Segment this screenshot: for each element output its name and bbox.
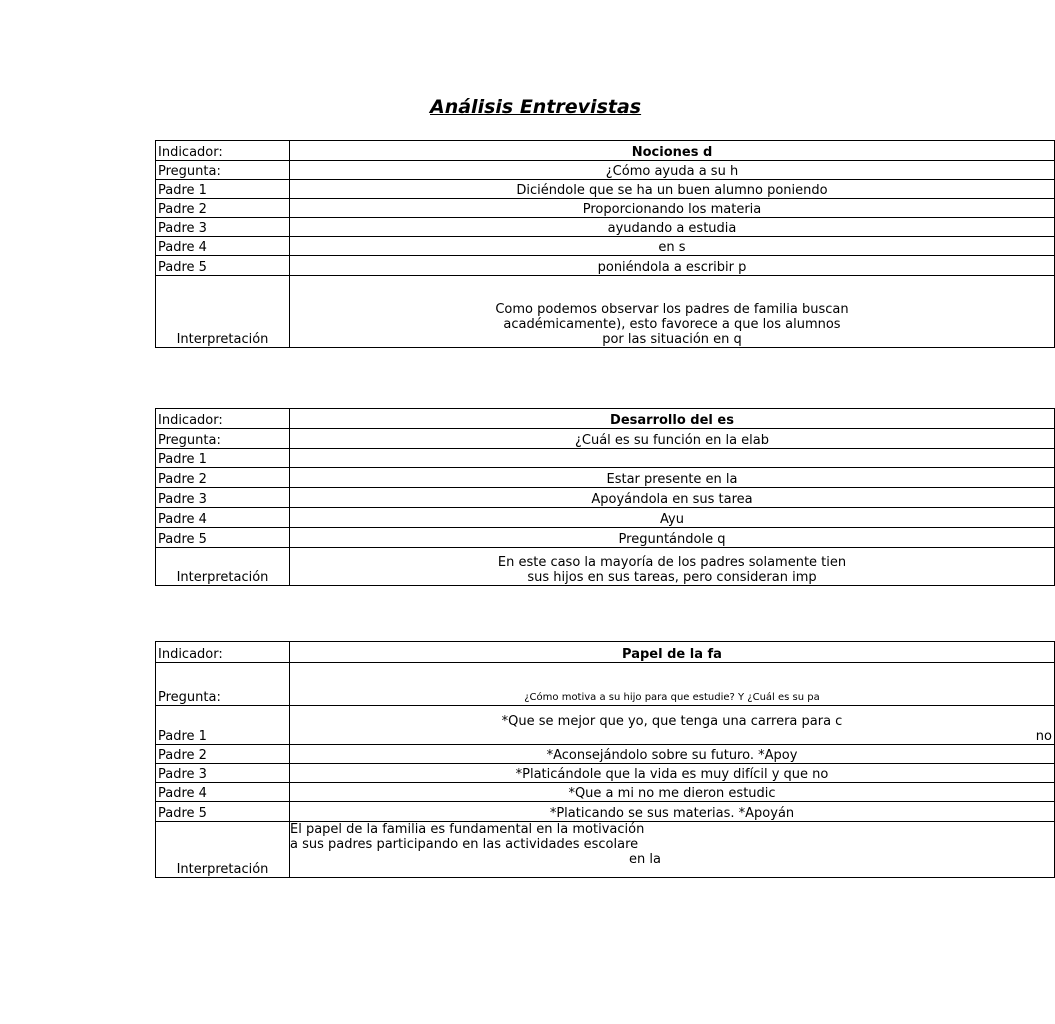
- pregunta-value: ¿Cómo ayuda a su h: [290, 161, 1055, 180]
- row-padre-5: [156, 528, 1055, 548]
- row-padre-1: [156, 449, 1055, 468]
- row-padre-4: [156, 508, 1055, 528]
- row-padre-4: [156, 783, 1055, 802]
- row-pregunta: [156, 663, 1055, 706]
- interpretacion-label: Interpretación: [156, 822, 290, 878]
- row-interpretacion: [156, 276, 1055, 348]
- padre-2-value: Proporcionando los materia: [290, 199, 1055, 218]
- table-papel-familia: [155, 641, 1052, 878]
- padre-3-label: Padre 3: [156, 218, 290, 237]
- indicador-value: Desarrollo del es: [290, 409, 1055, 429]
- row-interpretacion: [156, 548, 1055, 586]
- padre-4-label: Padre 4: [156, 508, 290, 528]
- interpretacion-value: [290, 548, 1055, 586]
- indicador-value: Papel de la fa: [290, 642, 1055, 663]
- interpretacion-line: a sus padres participando en las actividades escolare: [290, 837, 639, 852]
- padre-3-value: ayudando a estudia: [290, 218, 1055, 237]
- padre-1-value: Diciéndole que se ha un buen alumno poniendo: [290, 180, 1055, 199]
- padre-1-label: Padre 1: [156, 180, 290, 199]
- row-padre-2: [156, 199, 1055, 218]
- padre-1-line: no: [1035, 729, 1052, 744]
- row-indicador: [156, 409, 1055, 429]
- row-padre-3: [156, 764, 1055, 783]
- row-padre-3: [156, 218, 1055, 237]
- padre-5-value: Preguntándole q: [290, 528, 1055, 548]
- pregunta-label: Pregunta:: [156, 429, 290, 449]
- padre-1-label: Padre 1: [156, 449, 290, 468]
- padre-4-value: en s: [290, 237, 1055, 256]
- padre-5-label: Padre 5: [156, 256, 290, 276]
- row-padre-1: [156, 180, 1055, 199]
- padre-1-value: [290, 706, 1055, 745]
- padre-3-value: Apoyándola en sus tarea: [290, 488, 1055, 508]
- padre-4-value: Ayu: [290, 508, 1055, 528]
- pregunta-value: ¿Cuál es su función en la elab: [290, 429, 1055, 449]
- padre-3-label: Padre 3: [156, 488, 290, 508]
- interpretacion-label: Interpretación: [156, 276, 290, 348]
- table-nociones: [155, 140, 849, 348]
- padre-4-label: Padre 4: [156, 237, 290, 256]
- padre-2-value: *Aconsejándolo sobre su futuro. *Apoy: [290, 745, 1055, 764]
- padre-1-label: Padre 1: [156, 706, 290, 745]
- padre-3-value: *Platicándole que la vida es muy difícil y que no: [290, 764, 1055, 783]
- interpretacion-line: por las situación en q: [602, 332, 742, 347]
- row-indicador: [156, 141, 1055, 161]
- indicador-value: Nociones d: [290, 141, 1055, 161]
- row-padre-5: [156, 802, 1055, 822]
- pregunta-label: Pregunta:: [156, 663, 290, 706]
- padre-4-label: Padre 4: [156, 783, 290, 802]
- pregunta-label: Pregunta:: [156, 161, 290, 180]
- row-padre-2: [156, 468, 1055, 488]
- row-padre-5: [156, 256, 1055, 276]
- interpretacion-line: en la: [629, 852, 661, 867]
- row-padre-1: [156, 706, 1055, 745]
- row-padre-3: [156, 488, 1055, 508]
- pregunta-value: ¿Cómo motiva a su hijo para que estudie? Y ¿Cuál es su pa: [290, 663, 1055, 706]
- table-desarrollo: [155, 408, 847, 586]
- interpretacion-label: Interpretación: [156, 548, 290, 586]
- padre-4-value: *Que a mi no me dieron estudic: [290, 783, 1055, 802]
- interpretacion-value: [290, 276, 1055, 348]
- row-interpretacion: [156, 822, 1055, 878]
- row-pregunta: [156, 161, 1055, 180]
- indicador-label: Indicador:: [156, 409, 290, 429]
- interpretacion-value: [290, 822, 1055, 878]
- interpretacion-line: En este caso la mayoría de los padres solamente tien: [497, 555, 847, 570]
- indicador-label: Indicador:: [156, 642, 290, 663]
- padre-2-label: Padre 2: [156, 745, 290, 764]
- interpretacion-line: académicamente), esto favorece a que los alumnos: [503, 317, 841, 332]
- interpretacion-line: Como podemos observar los padres de familia buscan: [495, 302, 849, 317]
- padre-2-label: Padre 2: [156, 199, 290, 218]
- row-padre-2: [156, 745, 1055, 764]
- row-pregunta: [156, 429, 1055, 449]
- page-title: Análisis Entrevistas: [430, 96, 642, 118]
- interpretacion-line: El papel de la familia es fundamental en la motivación: [290, 822, 645, 837]
- row-padre-4: [156, 237, 1055, 256]
- padre-5-value: poniéndola a escribir p: [290, 256, 1055, 276]
- padre-5-value: *Platicando se sus materias. *Apoyán: [290, 802, 1055, 822]
- padre-2-value: Estar presente en la: [290, 468, 1055, 488]
- padre-2-label: Padre 2: [156, 468, 290, 488]
- padre-1-line: *Que se mejor que yo, que tenga una carrera para c: [501, 714, 843, 729]
- interpretacion-line: sus hijos en sus tareas, pero consideran imp: [527, 570, 817, 585]
- row-indicador: [156, 642, 1055, 663]
- padre-5-label: Padre 5: [156, 528, 290, 548]
- indicador-label: Indicador:: [156, 141, 290, 161]
- padre-1-value: [290, 449, 1055, 468]
- padre-5-label: Padre 5: [156, 802, 290, 822]
- padre-3-label: Padre 3: [156, 764, 290, 783]
